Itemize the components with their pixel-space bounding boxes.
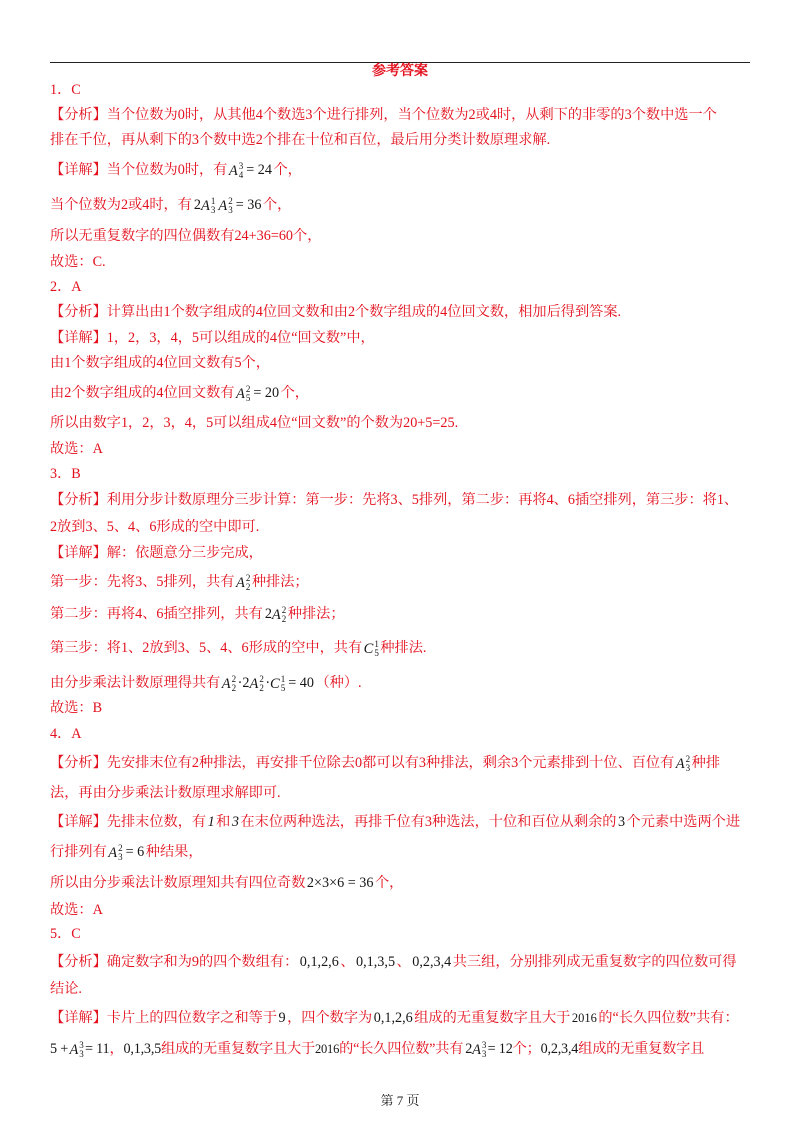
line-text: 结论. <box>50 981 82 997</box>
q3-detail-line <box>50 637 426 659</box>
formula-subscript: 3 <box>228 204 233 215</box>
formula-text: 2×3×6 = 36 <box>306 875 374 891</box>
formula-symbol: A <box>235 574 245 591</box>
permutation-formula <box>229 162 243 179</box>
formula-subscript: 5 <box>280 682 286 693</box>
formula-subscript: 3 <box>210 204 216 215</box>
permutation-formula <box>472 1041 486 1058</box>
permutation-formula <box>676 755 690 772</box>
formula-symbol: A <box>108 844 118 861</box>
q2-answer <box>50 276 82 298</box>
line-text: 所以无重复数字的四位偶数有24+36=60个， <box>50 228 322 244</box>
line-text: 1．C <box>50 82 81 98</box>
formula-text: = 11 <box>85 1041 110 1057</box>
permutation-formula <box>272 606 286 623</box>
formula-superscript: 3 <box>481 1040 487 1051</box>
formula-indices <box>118 844 123 861</box>
line-text: 由分步乘法计数原理得共有 <box>50 675 221 691</box>
line-text: 个， <box>262 197 292 213</box>
formula-text: 3 <box>617 814 626 830</box>
q1-detail-line <box>50 159 302 181</box>
q3-answer <box>50 463 81 485</box>
formula-indices <box>246 385 251 402</box>
line-text: 组成的无重复数字且大于 <box>161 1041 315 1057</box>
q1-answer <box>50 79 81 101</box>
formula-text: ·2 <box>237 675 250 691</box>
line-text: 排在千位，再从剩下的3个数中选2个排在十位和百位，最后用分类计数原理求解. <box>50 132 551 148</box>
line-text: （种）. <box>315 675 362 691</box>
q3-analysis-line <box>50 516 259 538</box>
line-text: 故选：A <box>50 441 103 457</box>
line-text: 种结果， <box>145 844 203 860</box>
formula-text: 1 <box>207 814 215 830</box>
permutation-formula <box>70 1041 84 1058</box>
formula-superscript: 1 <box>210 196 216 207</box>
line-text: 的“长久四位数”共有 <box>339 1041 464 1057</box>
line-text: 的“长久四位数”共有： <box>598 1010 739 1026</box>
formula-indices <box>239 162 244 179</box>
formula-subscript: 3 <box>481 1048 487 1059</box>
q2-detail-line <box>50 327 375 349</box>
permutation-formula <box>249 675 263 692</box>
line-text: 在末位两种选法，再排千位有3种选法，十位和百位从剩余的 <box>240 814 617 830</box>
line-text: 【详解】卡片上的四位数字之和等于 <box>50 1010 278 1026</box>
line-text: 个， <box>273 162 302 178</box>
formula-text: 3 <box>231 814 239 830</box>
q2-detail-line <box>50 352 270 374</box>
formula-superscript: 2 <box>281 605 287 616</box>
formula-indices <box>374 640 379 657</box>
formula-indices <box>211 197 216 214</box>
q3-detail-line <box>50 603 345 625</box>
formula-symbol: A <box>675 755 685 772</box>
formula-text: 0,1,3,5 <box>356 954 396 970</box>
formula-symbol: C <box>363 640 374 657</box>
line-text: 由1个数字组成的4位回文数有5个， <box>50 355 270 371</box>
line-text: 【详解】当个位数为0时，有 <box>50 162 228 178</box>
combination-formula <box>270 675 285 692</box>
formula-text: 0,1,2,6 <box>299 954 339 970</box>
line-text: 和 <box>216 814 231 830</box>
q5-answer <box>50 923 81 945</box>
formula-text: 0,2,3,4 <box>412 954 452 970</box>
formula-subscript: 5 <box>245 392 251 403</box>
formula-text: 0,1,2,6 <box>373 1010 413 1026</box>
line-text: 当个位数为2或4时，有 <box>50 197 192 213</box>
line-text: 【分析】确定数字和为9的四个数组有： <box>50 954 299 970</box>
line-text: 法，再由分步乘法计数原理求解即可. <box>50 785 281 801</box>
q4-detail-line <box>50 841 203 863</box>
formula-symbol: A <box>472 1041 481 1058</box>
line-text: 个， <box>374 875 404 891</box>
q4-choice <box>50 899 103 921</box>
permutation-formula <box>201 197 215 214</box>
q4-detail-line <box>50 811 740 833</box>
formula-text: 2016 <box>314 1042 340 1056</box>
line-text: 由2个数字组成的4位回文数有 <box>50 385 235 401</box>
q1-detail-line <box>50 194 291 216</box>
q1-analysis-line <box>50 129 550 151</box>
q2-detail-line <box>50 412 458 434</box>
line-text: 4．A <box>50 726 82 742</box>
line-text: 【分析】利用分步计数原理分三步计算：第一步：先将3、5排列，第二步：再将4、6插空排列，第三步：将1、 <box>50 492 739 508</box>
line-text: 第二步：再将4、6插空排列，共有 <box>50 606 263 622</box>
page-title: 参考答案 <box>372 64 428 79</box>
line-text: 第一步：先将3、5排列，共有 <box>50 574 235 590</box>
formula-indices <box>232 675 237 692</box>
q5-analysis-line <box>50 978 82 1000</box>
q5-detail-line <box>50 1007 739 1029</box>
formula-subscript: 2 <box>231 682 237 693</box>
permutation-formula <box>108 844 122 861</box>
line-text: 【详解】解：依题意分三步完成， <box>50 545 263 561</box>
line-text: 所以由数字1，2，3，4，5可以组成4位“回文数”的个数为20+5=25. <box>50 415 459 431</box>
formula-indices <box>482 1041 486 1058</box>
line-text: 共三组，分别排列成无重复数字的四位数可得 <box>452 954 737 970</box>
formula-indices <box>282 606 287 623</box>
formula-superscript: 1 <box>280 674 286 685</box>
line-text: 种排 <box>691 755 721 771</box>
formula-subscript: 3 <box>79 1048 84 1059</box>
line-text: ，四个数字为 <box>287 1010 373 1026</box>
line-text: 组成的无重复数字且大于 <box>414 1010 571 1026</box>
formula-text: = 24 <box>246 162 272 178</box>
q5-analysis-line <box>50 951 737 973</box>
formula-superscript: 2 <box>245 573 251 584</box>
formula-subscript: 3 <box>685 762 691 773</box>
formula-symbol: A <box>271 606 281 623</box>
line-text: 、 <box>340 954 355 970</box>
line-text: 所以由分步乘法计数原理知共有四位奇数 <box>50 875 306 891</box>
formula-text: 0,1,3,5 <box>123 1041 162 1057</box>
line-text: 【分析】当个位数为0时，从其他4个数选3个进行排列，当个位数为2或4时，从剩下的非零的3个数中选一个 <box>50 107 717 123</box>
formula-subscript: 2 <box>245 581 251 592</box>
formula-symbol: A <box>69 1041 79 1058</box>
q1-choice <box>50 251 106 273</box>
formula-text: = 12 <box>487 1041 513 1057</box>
q3-analysis-line <box>50 489 738 511</box>
formula-indices <box>246 574 251 591</box>
formula-indices <box>79 1041 83 1058</box>
formula-indices <box>281 675 286 692</box>
formula-symbol: A <box>218 197 228 214</box>
formula-superscript: 3 <box>238 161 244 172</box>
formula-text: 2 <box>264 606 272 622</box>
formula-superscript: 2 <box>118 843 123 854</box>
line-text: 5．C <box>50 926 81 942</box>
line-text: 行排列有 <box>50 844 107 860</box>
formula-symbol: A <box>228 162 238 179</box>
formula-symbol: A <box>235 385 245 402</box>
q4-analysis-line <box>50 782 281 804</box>
permutation-formula <box>236 574 250 591</box>
formula-text: 2 <box>193 197 201 213</box>
line-text: ， <box>109 1041 124 1057</box>
formula-text: = 6 <box>125 844 145 860</box>
formula-superscript: 1 <box>374 639 379 650</box>
permutation-formula <box>236 385 250 402</box>
formula-text: 2016 <box>571 1011 597 1025</box>
q3-detail-line <box>50 571 309 593</box>
formula-indices <box>259 675 264 692</box>
formula-symbol: A <box>249 675 259 692</box>
formula-symbol: C <box>270 675 280 692</box>
formula-subscript: 4 <box>238 169 244 180</box>
formula-symbol: A <box>200 197 210 214</box>
formula-text: = 36 <box>235 197 262 213</box>
formula-subscript: 2 <box>281 613 287 624</box>
line-text: 故选：B <box>50 700 103 716</box>
line-text: 故选：C. <box>50 254 106 270</box>
line-text: 【详解】先排末位数，有 <box>50 814 207 830</box>
line-text: 2放到3、5、4、6形成的空中即可. <box>50 519 260 535</box>
line-text: 【详解】1，2，3，4，5可以组成的4位“回文数”中， <box>50 330 375 346</box>
combination-formula <box>364 640 379 657</box>
line-text: 种排法. <box>380 640 427 656</box>
line-text: 2．A <box>50 279 82 295</box>
formula-text: = 20 <box>253 385 280 401</box>
line-text: 、 <box>396 954 411 970</box>
line-text: 【分析】先安排末位有2种排法，再安排千位除去0都可以有3种排法，剩余3个元素排到十位、百位有 <box>50 755 675 771</box>
formula-indices <box>686 755 691 772</box>
formula-superscript: 2 <box>685 754 691 765</box>
line-text: 3．B <box>50 466 81 482</box>
q1-detail-line <box>50 225 321 247</box>
formula-subscript: 5 <box>374 647 379 658</box>
line-text: 第三步：将1、2放到3、5、4、6形成的空中，共有 <box>50 640 363 656</box>
permutation-formula <box>218 197 232 214</box>
page-number: 第 7 页 <box>380 1093 420 1108</box>
q4-detail-line <box>50 872 403 894</box>
formula-symbol: A <box>221 675 231 692</box>
line-text: 种排法； <box>287 606 345 622</box>
q2-detail-line <box>50 382 309 404</box>
line-text: 故选：A <box>50 902 103 918</box>
q3-choice <box>50 697 102 719</box>
formula-text: · <box>265 675 271 691</box>
line-text: 个， <box>280 385 309 401</box>
q3-detail-line <box>50 542 263 564</box>
formula-text: 5 + <box>50 1041 69 1057</box>
permutation-formula <box>222 675 236 692</box>
q3-detail-line <box>50 672 362 694</box>
line-text: 个； <box>512 1041 541 1057</box>
formula-subscript: 2 <box>259 682 264 693</box>
line-text: 种排法； <box>251 574 309 590</box>
formula-superscript: 2 <box>259 674 264 685</box>
formula-subscript: 3 <box>118 851 123 862</box>
formula-superscript: 2 <box>231 674 237 685</box>
q4-answer <box>50 723 82 745</box>
line-text: 个元素中选两个进 <box>626 814 741 830</box>
formula-text: 9 <box>278 1010 286 1026</box>
formula-text: = 40 <box>288 675 314 691</box>
formula-superscript: 3 <box>79 1040 84 1051</box>
formula-superscript: 2 <box>245 384 251 395</box>
q5-detail-line <box>50 1038 704 1060</box>
formula-text: 2 <box>465 1041 473 1057</box>
line-text: 【分析】计算出由1个数字组成的4位回文数和由2个数字组成的4位回文数，相加后得到答案. <box>50 304 622 320</box>
line-text: 组成的无重复数字且 <box>578 1041 705 1057</box>
q2-choice <box>50 438 103 460</box>
formula-superscript: 2 <box>228 196 233 207</box>
q2-analysis-line <box>50 301 621 323</box>
formula-indices <box>228 197 233 214</box>
q4-analysis-line <box>50 752 720 774</box>
q1-analysis-line <box>50 104 717 126</box>
formula-text: 0,2,3,4 <box>540 1041 579 1057</box>
